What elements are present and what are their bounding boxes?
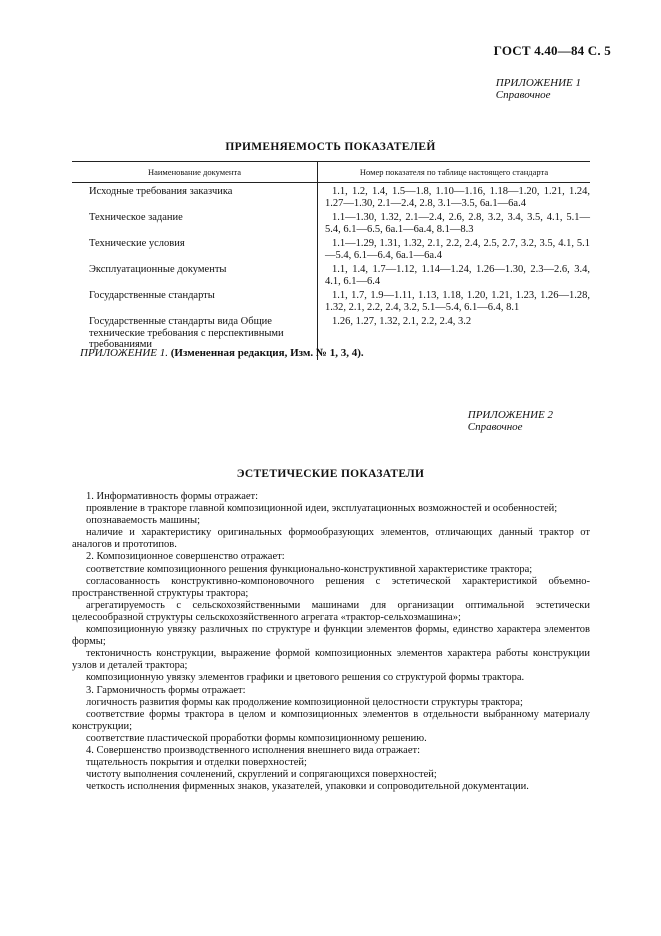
table-header-rule bbox=[72, 182, 590, 183]
paragraph: четкость исполнения фирменных знаков, указателей, упаковки и сопроводительной документации. bbox=[86, 781, 529, 793]
row-indicators: 1.1—1.30, 1.32, 2.1—2.4, 2.6, 2.8, 3.2, 3.4, 3.5, 4.1, 5.1—5.4, 6.1—6.5, 6а.1—6а.4, 8.1—8.3 bbox=[325, 212, 590, 235]
paragraph: 4. Совершенство производственного исполнения внешнего вида отражает: bbox=[86, 744, 420, 756]
section-title-aesthetic: ЭСТЕТИЧЕСКИЕ ПОКАЗАТЕЛИ bbox=[236, 468, 425, 480]
row-indicators: 1.1, 1.7, 1.9—1.11, 1.13, 1.18, 1.20, 1.21, 1.23, 1.26—1.28, 1.32, 2.1, 2.2, 2.4, 3.2, 5.1—5.4, 6.1—6.4, 8.1 bbox=[325, 290, 590, 313]
paragraph: соответствие пластической проработки формы композиционному решению. bbox=[86, 732, 427, 744]
page-header: ГОСТ 4.40—84 С. 5 bbox=[493, 43, 611, 58]
paragraph: соответствие формы трактора в целом и композиционных элементов в отдельности выбранному материалу конструкции; bbox=[72, 708, 590, 732]
table-top-rule bbox=[72, 161, 590, 162]
row-indicators: 1.1—1.29, 1.31, 1.32, 2.1, 2.2, 2.4, 2.5, 2.7, 3.2, 3.5, 4.1, 5.1—5.4, 6.1—6.4, 6а.1—6а.4 bbox=[325, 238, 590, 261]
paragraph: наличие и характеристику оригинальных формообразующих элементов, отличающих данный трактор от аналогов и прототипов. bbox=[72, 527, 590, 551]
paragraph: тщательность покрытия и отделки поверхностей; bbox=[86, 757, 307, 769]
column-header-indicators: Номер показателя по таблице настоящего стандарта bbox=[359, 167, 549, 177]
paragraph: проявление в тракторе главной композиционной идеи, эксплуатационных возможностей и особенностей; bbox=[86, 503, 558, 515]
amendment-note bbox=[80, 347, 364, 359]
row-document: Исходные требования заказчика bbox=[89, 186, 233, 197]
row-document: Технические условия bbox=[89, 238, 185, 249]
paragraph: соответствие композиционного решения функционально-конструктивной характеристике трактора; bbox=[86, 563, 533, 575]
appendix-2-title: ПРИЛОЖЕНИЕ 2 bbox=[467, 409, 553, 421]
row-document: Техническое задание bbox=[89, 212, 183, 223]
appendix-1-label bbox=[496, 77, 581, 101]
row-indicators: 1.1, 1.4, 1.7—1.12, 1.14—1.24, 1.26—1.30, 2.3—2.6, 3.4, 4.1, 6.1—6.4 bbox=[325, 264, 590, 287]
row-document: Эксплуатационные документы bbox=[89, 264, 227, 275]
row-indicators: 1.26, 1.27, 1.32, 2.1, 2.2, 2.4, 3.2 bbox=[332, 316, 472, 327]
column-header-document: Наименование документа bbox=[147, 167, 242, 177]
paragraph: тектоничность конструкции, выражение формой композиционных элементов характера работы конструкции узлов и деталей трактора; bbox=[72, 648, 590, 672]
paragraph: композиционную увязку элементов графики и цветового решения со структурой формы трактора. bbox=[86, 672, 525, 684]
paragraph: композиционную увязку различных по структуре и функции элементов формы, единство характера элементов формы; bbox=[72, 624, 590, 648]
section-title-applicability: ПРИМЕНЯЕМОСТЬ ПОКАЗАТЕЛЕЙ bbox=[225, 141, 436, 153]
amendment-note-text: (Измененная редакция, Изм. № 1, 3, 4). bbox=[170, 347, 364, 359]
row-indicators: 1.1, 1.2, 1.4, 1.5—1.8, 1.10—1.16, 1.18—1.20, 1.21, 1.24, 1.27—1.30, 2.1—2.4, 2.8, 3.1—3.5, 6а.1—6а.4 bbox=[325, 186, 590, 209]
paragraph: агрегатируемость с сельскохозяйственными машинами для организации оптимальной эстетически целесообразной структуры сельскохозяйственного агрегата «трактор-сельхозмашина»; bbox=[72, 599, 590, 623]
appendix-2-label bbox=[468, 409, 553, 433]
row-document: Государственные стандарты bbox=[89, 290, 215, 301]
paragraph: опознаваемость машины; bbox=[86, 515, 201, 527]
paragraph: согласованность конструктивно-компоновочного решения с эстетической характеристикой объемно-пространственной структуры трактора; bbox=[72, 575, 590, 599]
aesthetic-indicators-text bbox=[72, 491, 590, 793]
appendix-1-kind: Справочное bbox=[495, 89, 551, 101]
amendment-note-label: ПРИЛОЖЕНИЕ 1. bbox=[80, 347, 168, 359]
paragraph: 1. Информативность формы отражает: bbox=[86, 491, 259, 502]
appendix-1-title: ПРИЛОЖЕНИЕ 1 bbox=[495, 77, 581, 89]
body-column-divider bbox=[317, 182, 318, 360]
paragraph: логичность развития формы как продолжение композиционной целостности структуры трактора; bbox=[86, 696, 523, 708]
paragraph: чистоту выполнения сочленений, скруглений и сопрягающихся поверхностей; bbox=[86, 769, 437, 781]
paragraph: 2. Композиционное совершенство отражает: bbox=[86, 551, 285, 563]
row-document: Государственные стандарты вида Общие технические требования с перспективными требованиями bbox=[89, 316, 284, 350]
appendix-2-kind: Справочное bbox=[467, 421, 523, 433]
paragraph: 3. Гармоничность формы отражает: bbox=[86, 684, 246, 696]
